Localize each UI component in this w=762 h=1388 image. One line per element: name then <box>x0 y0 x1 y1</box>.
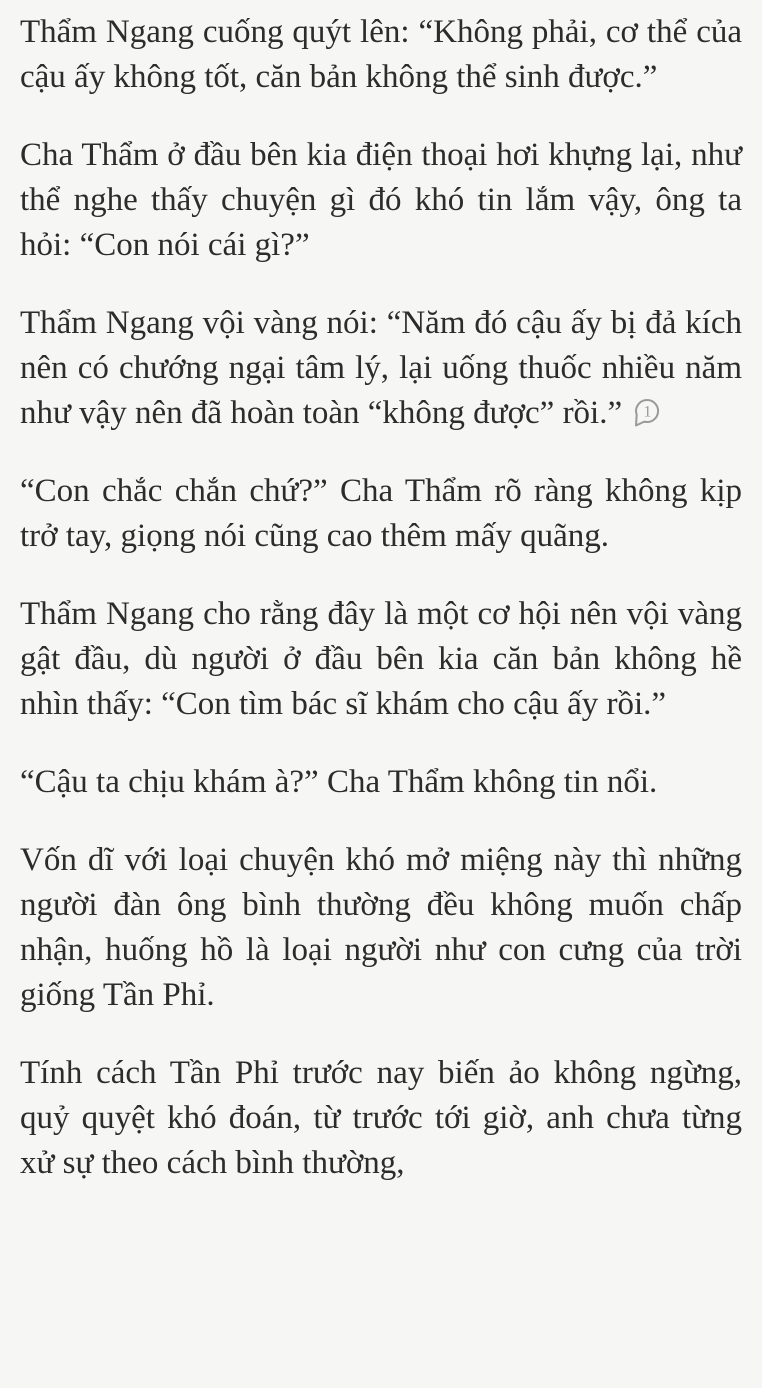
paragraph: Thẩm Ngang cuống quýt lên: “Không phải, cơ thể của cậu ấy không tốt, căn bản không thể sinh được.” <box>20 14 742 95</box>
paragraph <box>20 301 742 436</box>
paragraph: Vốn dĩ với loại chuyện khó mở miệng này thì những người đàn ông bình thường đều không muốn chấp nhận, huống hồ là loại người như con cưng của trời giống Tần Phỉ. <box>20 842 742 1013</box>
paragraph: “Cậu ta chịu khám à?” Cha Thẩm không tin nổi. <box>20 764 658 800</box>
comment-bubble-icon <box>631 398 663 428</box>
paragraph: Thẩm Ngang cho rằng đây là một cơ hội nên vội vàng gật đầu, dù người ở đầu bên kia căn bản không hề nhìn thấy: “Con tìm bác sĩ khám cho cậu ấy rồi.” <box>20 596 742 722</box>
paragraph: Tính cách Tần Phỉ trước nay biến ảo không ngừng, quỷ quyệt khó đoán, từ trước tới giờ, anh chưa từng xử sự theo cách bình thường, <box>20 1055 742 1181</box>
footnote-number: 1 <box>643 403 652 421</box>
paragraph: “Con chắc chắn chứ?” Cha Thẩm rõ ràng không kịp trở tay, giọng nói cũng cao thêm mấy quãng. <box>20 473 742 554</box>
paragraph: Cha Thẩm ở đầu bên kia điện thoại hơi khựng lại, như thể nghe thấy chuyện gì đó khó tin lắm vậy, ông ta hỏi: “Con nói cái gì?” <box>20 137 742 263</box>
footnote-marker[interactable] <box>631 398 663 428</box>
paragraph-text: Thẩm Ngang vội vàng nói: “Năm đó cậu ấy bị đả kích nên có chướng ngại tâm lý, lại uống thuốc nhiều năm như vậy nên đã hoàn toàn “không được” rồi.” <box>20 305 742 431</box>
